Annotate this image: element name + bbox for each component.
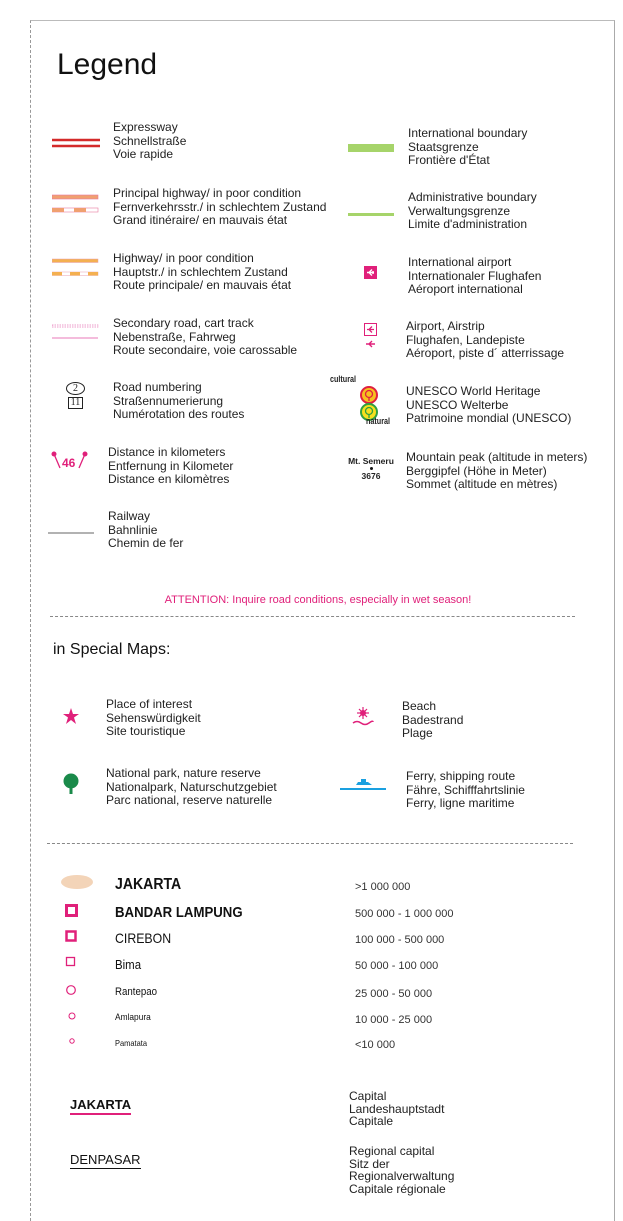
city-name: CIREBON <box>115 930 172 946</box>
airport-airstrip-icon <box>364 323 378 360</box>
capital-description <box>349 1090 444 1128</box>
legend-text-line: Berggipfel (Höhe in Meter) <box>406 463 547 478</box>
legend-item-text <box>108 510 183 551</box>
legend-item-text <box>406 320 564 361</box>
city-name: Amlapura <box>115 1012 151 1024</box>
legend-text-line: Highway/ in poor condition <box>113 251 254 265</box>
legend-text-line: Capitale <box>349 1114 394 1128</box>
population-range: 50 000 - 100 000 <box>355 960 439 972</box>
legend-text-line: Hauptstr./ in schlechtem Zustand <box>113 264 288 279</box>
legend-text-line: Parc national, reserve naturelle <box>106 793 273 807</box>
legend-text-line: Flughafen, Landepiste <box>406 332 525 347</box>
legend-item-text <box>108 446 233 487</box>
legend-text-line: Distance in kilometers <box>108 445 226 459</box>
legend-text-line: National park, nature reserve <box>106 766 261 780</box>
legend-text-line: Voie rapide <box>113 147 174 161</box>
legend-item-text <box>408 127 527 168</box>
legend-text-line: Plage <box>402 726 433 740</box>
expressway-line-icon <box>52 136 102 154</box>
legend-item-text <box>406 770 525 811</box>
legend-text-line: Route secondaire, voie carossable <box>113 343 298 357</box>
legend-item-text <box>113 121 186 162</box>
cultural-label: cultural <box>330 374 357 384</box>
legend-text-line: Ferry, shipping route <box>406 769 516 783</box>
square-small-icon <box>65 956 79 975</box>
attention-note: ATTENTION: Inquire road conditions, especially in wet season! <box>164 594 472 606</box>
road-number-oval: 2 <box>66 382 85 395</box>
legend-text-line: Chemin de fer <box>108 536 184 550</box>
population-range: 500 000 - 1 000 000 <box>355 908 454 920</box>
city-name: Bima <box>115 956 142 972</box>
legend-text-line: Mountain peak (altitude in meters) <box>406 450 588 464</box>
legend-text-line: UNESCO World Heritage <box>406 384 541 398</box>
legend-text-line: Frontière d'État <box>408 153 490 167</box>
legend-item-text <box>106 767 277 808</box>
legend-text-line: Bahnlinie <box>108 522 158 537</box>
legend-text-line: Expressway <box>113 120 178 134</box>
administrative-boundary-icon <box>348 205 396 223</box>
road-number-icon <box>64 382 88 410</box>
mountain-peak-icon <box>340 456 402 481</box>
legend-text-line: International boundary <box>408 126 528 140</box>
legend-text-line: Regional capital <box>349 1144 435 1158</box>
legend-text-line: Landeshauptstadt <box>349 1101 445 1116</box>
road-number-box: 11 <box>68 397 83 409</box>
city-name: Pamatata <box>115 1037 148 1048</box>
international-airport-icon <box>364 266 378 285</box>
legend-text-line: Schnellstraße <box>113 133 187 148</box>
legend-text-line: Fernverkehrsstr./ in schlechtem Zustand <box>113 199 327 214</box>
legend-text-line: Sehenswürdigkeit <box>106 710 201 725</box>
legend-item-text <box>402 700 463 741</box>
legend-text-line: UNESCO Welterbe <box>406 397 509 412</box>
legend-text-line: Badestrand <box>402 712 464 727</box>
legend-text-line: Beach <box>402 699 437 713</box>
legend-text-line: Straßennumerierung <box>113 393 224 408</box>
legend-text-line: Verwaltungsgrenze <box>408 203 511 218</box>
legend-item-text <box>113 252 291 293</box>
urban-area-icon <box>60 874 94 895</box>
legend-text-line: Principal highway/ in poor condition <box>113 186 302 200</box>
legend-text-line: Fähre, Schifffahrtslinie <box>406 782 525 797</box>
circle-medium-icon <box>66 1010 80 1029</box>
legend-text-line: Capitale régionale <box>349 1181 446 1196</box>
legend-text-line: Place of interest <box>106 697 193 711</box>
legend-text-line: Distance en kilomètres <box>108 472 230 486</box>
legend-text-line: Site touristique <box>106 724 186 738</box>
city-name: BANDAR LAMPUNG <box>115 903 243 921</box>
legend-text-line: Numérotation des routes <box>113 407 245 421</box>
legend-text-line: Railway <box>108 509 151 523</box>
population-range: 10 000 - 25 000 <box>355 1014 433 1026</box>
peak-dot <box>370 467 373 470</box>
legend-text-line: Road numbering <box>113 380 202 394</box>
ferry-icon <box>340 778 388 797</box>
legend-text-line: International airport <box>408 255 512 269</box>
legend-item-text <box>113 317 297 358</box>
legend-text-line: Secondary road, cart track <box>113 316 254 330</box>
legend-item-text <box>106 698 201 739</box>
railway-line-icon <box>48 523 98 541</box>
capital-name: DENPASAR <box>70 1152 141 1167</box>
legend-item-text <box>408 191 537 232</box>
legend-text-line: Nationalpark, Naturschutzgebiet <box>106 779 277 794</box>
special-maps-title: in Special Maps: <box>53 641 171 658</box>
peak-name: Mt. Semeru <box>348 456 394 466</box>
secondary-road-line-icon <box>52 322 102 349</box>
circle-large-icon <box>65 984 79 1003</box>
legend-text-line: Limite d'administration <box>408 217 528 231</box>
legend-text-line: Aéroport international <box>408 282 523 296</box>
legend-text-line: Grand itinéraire/ en mauvais état <box>113 213 288 227</box>
highway-line-icon <box>52 257 102 284</box>
capital-description <box>349 1145 454 1195</box>
capital-name: JAKARTA <box>70 1097 131 1115</box>
legend-text-line: Entfernung in Kilometer <box>108 458 234 473</box>
legend-text-line: Ferry, ligne maritime <box>406 796 515 810</box>
population-range: >1 000 000 <box>355 881 411 893</box>
population-range: 25 000 - 50 000 <box>355 988 433 1000</box>
legend-text-line: Capital <box>349 1089 387 1103</box>
city-name: Rantepao <box>115 985 157 998</box>
population-range: <10 000 <box>355 1039 396 1051</box>
peak-altitude: 3676 <box>361 471 381 481</box>
distance-value: 46 <box>62 456 76 470</box>
star-icon <box>63 708 79 729</box>
tree-icon <box>62 773 80 800</box>
square-large-icon <box>65 904 79 923</box>
natural-label: natural <box>366 416 391 426</box>
legend-text-line: Aéroport, piste d´ atterrissage <box>406 346 565 360</box>
unesco-heritage-icon <box>330 374 400 424</box>
legend-text-line: Sommet (altitude en mètres) <box>406 477 558 491</box>
legend-title: Legend <box>57 48 158 81</box>
city-name: JAKARTA <box>115 876 182 893</box>
square-medium-icon <box>65 930 79 949</box>
legend-text-line: Staatsgrenze <box>408 139 479 154</box>
legend-text-line: Route principale/ en mauvais état <box>113 278 292 292</box>
legend-item-text <box>113 187 326 228</box>
legend-item-text <box>113 381 244 422</box>
legend-item-text <box>408 256 541 297</box>
beach-icon <box>352 707 374 732</box>
population-range: 100 000 - 500 000 <box>355 934 445 946</box>
legend-text-line: Nebenstraße, Fahrweg <box>113 329 236 344</box>
unesco-cultural-icon <box>360 386 378 404</box>
legend-text-line: Internationaler Flughafen <box>408 268 542 283</box>
principal-highway-line-icon <box>52 193 102 220</box>
legend-item-text <box>406 385 571 426</box>
circle-small-icon <box>66 1035 80 1054</box>
divider <box>47 843 573 844</box>
legend-text-line: Administrative boundary <box>408 190 537 204</box>
legend-item-text <box>406 451 587 492</box>
international-boundary-icon <box>348 140 396 158</box>
legend-text-line: Sitz der Regionalverwaltung <box>349 1156 455 1183</box>
divider <box>50 616 575 617</box>
legend-text-line: Airport, Airstrip <box>406 319 485 333</box>
legend-text-line: Patrimoine mondial (UNESCO) <box>406 411 572 425</box>
